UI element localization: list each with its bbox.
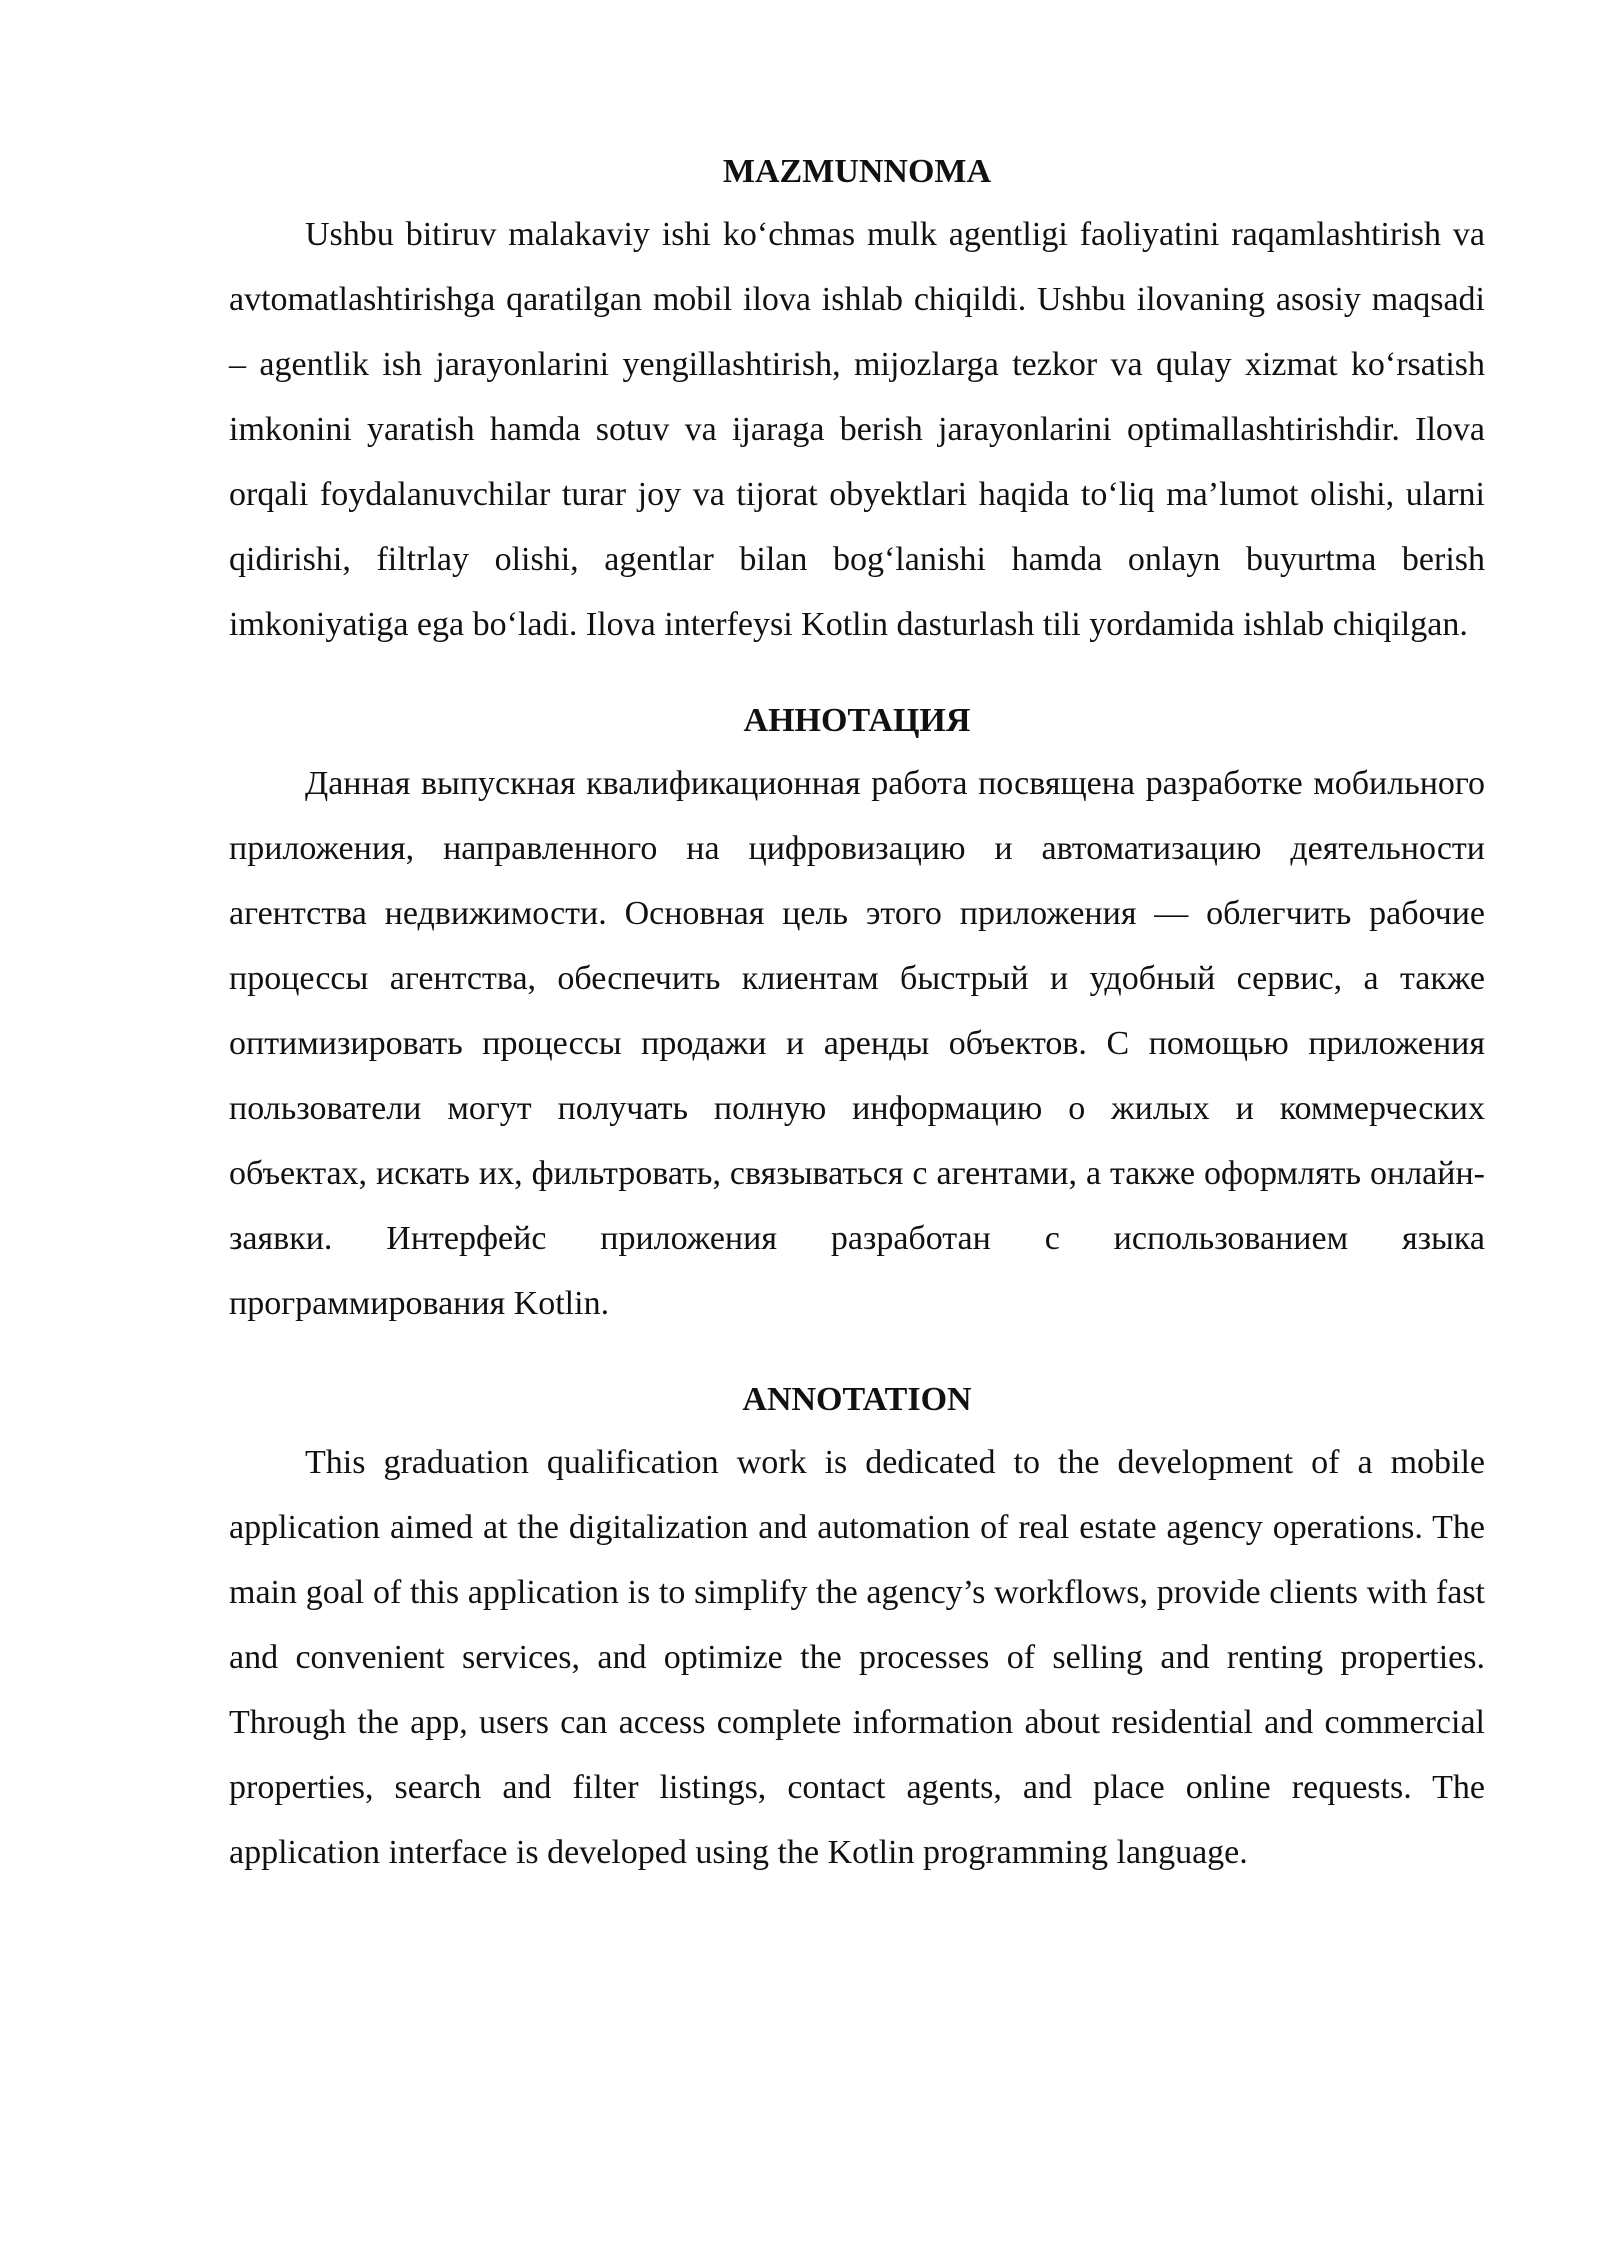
section-title-english: ANNOTATION bbox=[742, 1381, 972, 1418]
section-title-russian: АННОТАЦИЯ bbox=[743, 702, 971, 739]
section-body-uzbek: Ushbu bitiruv malakaviy ishi ko‘chmas mulk agentligi faoliyatini raqamlashtirish va avtomatlashtirishga qaratilgan mobil ilova ishlab chiqildi. Ushbu ilovaning asosiy maqsadi – agentlik ish jarayonlarini yengillashtirish, mijozlarga tezkor va qulay xizmat ko‘rsatish imkonini yaratish hamda sotuv va ijaraga berish jarayonlarini optimallashtirishdir. Ilova orqali foydalanuvchilar turar joy va tijorat obyektlari haqida to‘liq ma’lumot olishi, ularni qidirishi, filtrlay olishi, agentlar bilan bog‘lanishi hamda onlayn buyurtma berish imkoniyatiga ega bo‘ladi. Ilova interfeysi Kotlin dasturlash tili yordamida ishlab chiqilgan. bbox=[229, 216, 1485, 643]
section-spacer bbox=[229, 657, 1485, 687]
section-annotation bbox=[229, 1366, 1485, 1885]
section-annotatsiya bbox=[229, 687, 1485, 1336]
section-body-english: This graduation qualification work is dedicated to the development of a mobile application aimed at the digitalization and automation of real estate agency operations. The main goal of this application is to simplify the agency’s workflows, provide clients with fast and convenient services, and optimize the processes of selling and renting properties. Through the app, users can access complete information about residential and commercial properties, search and filter listings, contact agents, and place online requests. The application interface is developed using the Kotlin programming language. bbox=[229, 1444, 1485, 1871]
section-mazmunnoma bbox=[229, 140, 1485, 657]
section-title-uzbek: MAZMUNNOMA bbox=[722, 153, 992, 190]
document-content bbox=[229, 140, 1485, 1885]
section-spacer bbox=[229, 1336, 1485, 1366]
section-body-russian: Данная выпускная квалификационная работа посвящена разработке мобильного приложения, направленного на цифровизацию и автоматизацию деятельности агентства недвижимости. Основная цель этого приложения — облегчить рабочие процессы агентства, обеспечить клиентам быстрый и удобный сервис, а также оптимизировать процессы продажи и аренды объектов. С помощью приложения пользователи могут получать полную информацию о жилых и коммерческих объектах, искать их, фильтровать, связываться с агентами, а также оформлять онлайн-заявки. Интерфейс приложения разработан с использованием языка программирования Kotlin. bbox=[229, 765, 1485, 1322]
